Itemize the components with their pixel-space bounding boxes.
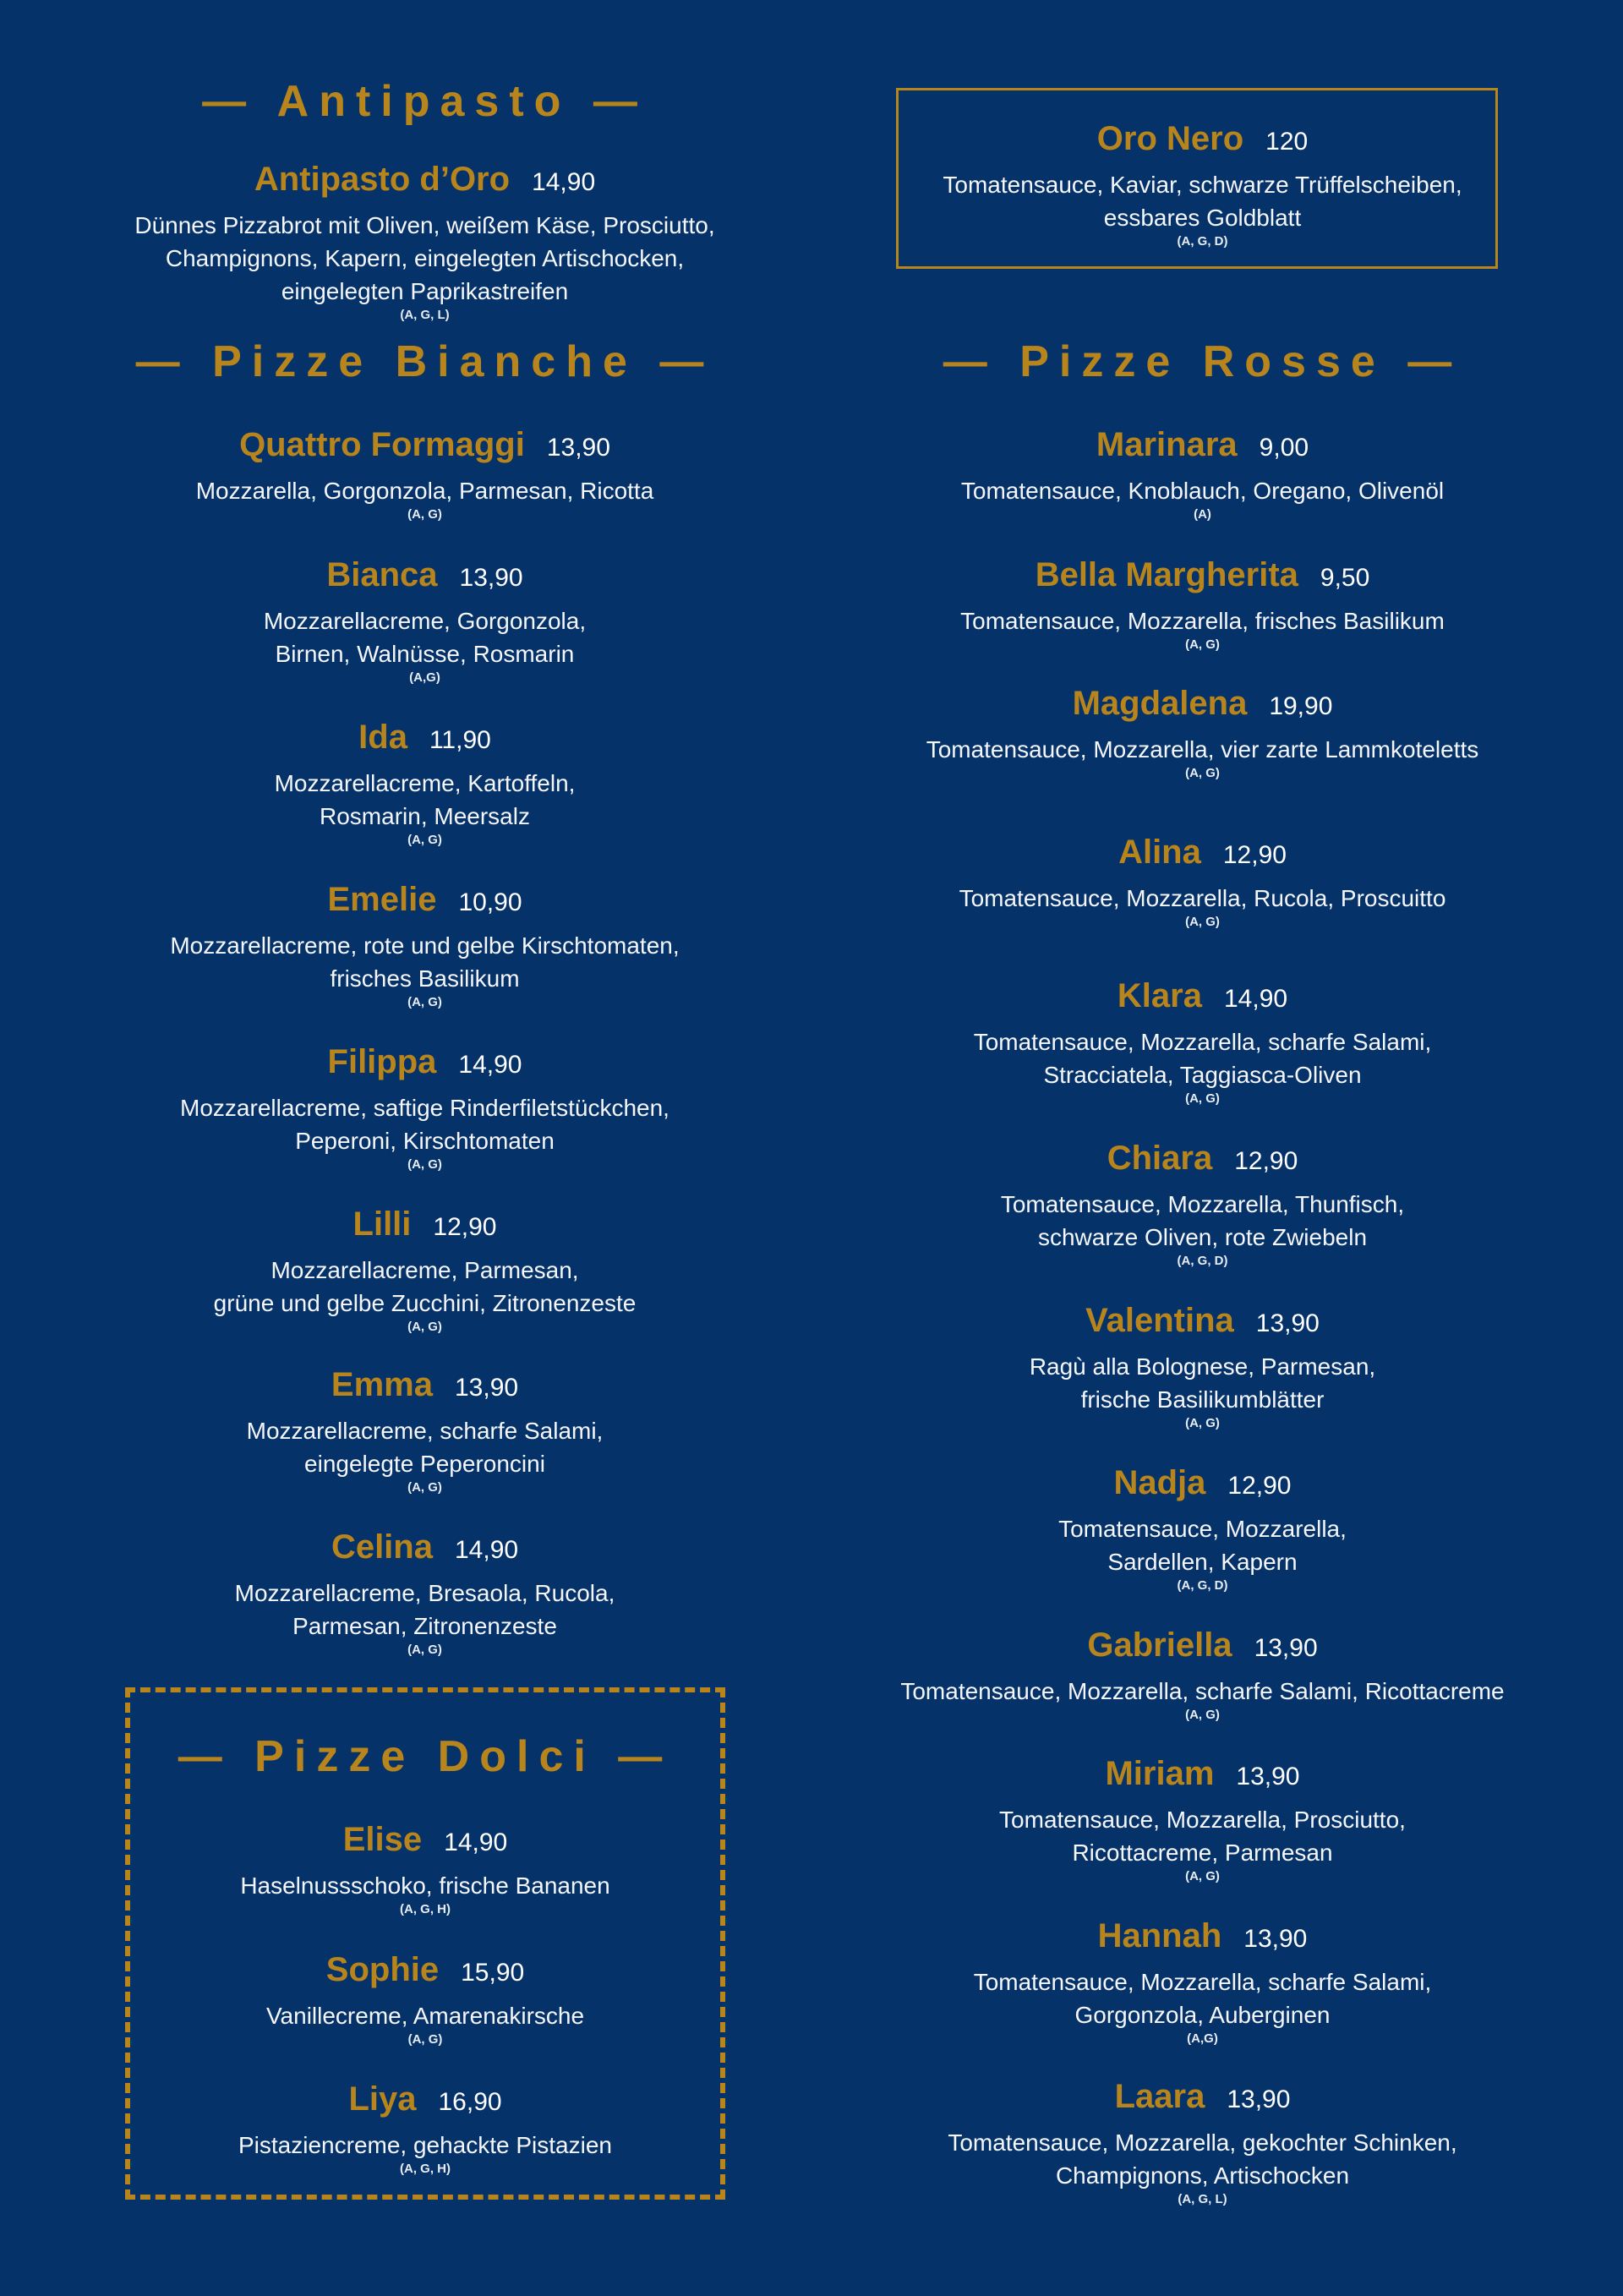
item-price: 14,90 [532, 168, 596, 196]
item-name: Filippa [327, 1043, 437, 1080]
menu-item-nadja [850, 1461, 1555, 1594]
item-allergens: (A, G) [1185, 1091, 1220, 1106]
item-description: Tomatensauce, Mozzarella, gekochter Schinken, Champignons, Artischocken [948, 2129, 1457, 2189]
item-description: Mozzarellacreme, Parmesan, grüne und gelbe Zucchini, Zitronenzeste [213, 1257, 637, 1316]
item-price: 13,90 [546, 434, 610, 462]
item-price: 11,90 [429, 726, 491, 754]
item-description: Mozzarellacreme, Gorgonzola, Birnen, Walnüsse, Rosmarin [263, 608, 587, 667]
item-name: Alina [1118, 834, 1201, 871]
menu-item-ida [0, 715, 850, 848]
item-name: Laara [1114, 2078, 1205, 2115]
item-allergens: (A,G) [1187, 2031, 1218, 2046]
item-allergens: (A) [1194, 507, 1211, 522]
item-description: Mozzarellacreme, rote und gelbe Kirschtomaten, frisches Basilikum [170, 932, 680, 992]
item-description: Vanillecreme, Amarenakirsche [265, 2003, 585, 2029]
item-price: 14,90 [454, 1536, 519, 1564]
item-allergens: (A, G) [1185, 637, 1220, 652]
item-allergens: (A, G) [1185, 766, 1220, 780]
item-description: Tomatensauce, Mozzarella, scharfe Salami, Ricottacreme [900, 1678, 1505, 1704]
item-description: Mozzarellacreme, saftige Rinderfiletstückchen, Peperoni, Kirschtomaten [180, 1095, 669, 1154]
menu-item-antipasto-doro [0, 157, 850, 323]
item-name: Klara [1117, 977, 1202, 1014]
menu-item-gabriella [850, 1623, 1555, 1723]
item-description: Mozzarellacreme, Bresaola, Rucola, Parmesan, Zitronenzeste [234, 1580, 615, 1639]
menu-item-hannah [850, 1914, 1555, 2047]
item-description: Ragù alla Bolognese, Parmesan, frische Basilikumblätter [1029, 1353, 1376, 1413]
item-name: Lilli [352, 1205, 412, 1243]
item-allergens: (A, G, D) [1177, 1254, 1228, 1268]
item-allergens: (A, G) [1185, 1708, 1220, 1722]
menu-item-emma [0, 1363, 850, 1495]
menu-item-sophie [125, 1948, 725, 2047]
item-allergens: (A, G) [407, 2032, 443, 2047]
item-description: Haselnussschoko, frische Bananen [240, 1872, 610, 1899]
item-price: 14,90 [444, 1829, 508, 1856]
item-description: Tomatensauce, Mozzarella, Prosciutto, Ricottacreme, Parmesan [999, 1807, 1406, 1866]
item-description: Tomatensauce, Mozzarella, scharfe Salami, Stracciatela, Taggiasca-Oliven [973, 1029, 1432, 1088]
item-allergens: (A, G) [1185, 915, 1220, 929]
item-price: 13,90 [1254, 1634, 1318, 1662]
item-price: 9,00 [1259, 434, 1309, 462]
section-title-antipasto: — Antipasto — [202, 77, 648, 126]
item-allergens: (A, G, L) [400, 308, 450, 322]
item-description: Dünnes Pizzabrot mit Oliven, weißem Käse, Prosciutto, Champignons, Kapern, eingelegten Artischocken, eingelegten Paprikastreifen [134, 212, 715, 304]
item-name: Ida [358, 719, 407, 756]
item-allergens: (A, G, D) [1177, 1578, 1228, 1593]
item-name: Liya [348, 2080, 417, 2118]
menu-item-valentina [850, 1298, 1555, 1431]
item-description: Mozzarella, Gorgonzola, Parmesan, Ricotta [195, 478, 654, 504]
item-price: 12,90 [433, 1213, 497, 1241]
item-price: 12,90 [1222, 841, 1287, 869]
item-description: Mozzarellacreme, scharfe Salami, eingelegte Peperoncini [246, 1418, 604, 1477]
item-description: Pistaziencreme, gehackte Pistazien [238, 2132, 612, 2158]
menu-item-miriam [850, 1752, 1555, 1884]
item-name: Marinara [1096, 426, 1238, 463]
item-allergens: (A, G, D) [1177, 234, 1228, 249]
menu-item-elise [125, 1818, 725, 1917]
menu-item-quattro-formaggi [0, 423, 850, 522]
item-name: Sophie [325, 1951, 440, 1988]
section-title-pizze-bianche: — Pizze Bianche — [135, 337, 714, 386]
item-allergens: (A, G) [407, 833, 442, 847]
menu-item-celina [0, 1525, 850, 1658]
menu-item-filippa [0, 1040, 850, 1173]
item-price: 9,50 [1320, 564, 1370, 592]
item-price: 13,90 [1255, 1309, 1320, 1337]
menu-item-bianca [0, 553, 850, 686]
item-price: 12,90 [1234, 1147, 1298, 1175]
item-price: 14,90 [458, 1051, 522, 1079]
item-name: Gabriella [1087, 1626, 1232, 1664]
item-description: Tomatensauce, Kaviar, schwarze Trüffelscheiben, essbares Goldblatt [943, 172, 1462, 231]
item-price: 14,90 [1223, 985, 1288, 1013]
item-description: Tomatensauce, Mozzarella, vier zarte Lammkoteletts [926, 736, 1479, 763]
menu-item-marinara [850, 423, 1555, 522]
menu-item-laara [850, 2075, 1555, 2207]
menu-item-chiara [850, 1136, 1555, 1269]
item-allergens: (A, G, H) [400, 1902, 451, 1916]
item-price: 13,90 [454, 1374, 519, 1402]
item-name: Chiara [1107, 1140, 1213, 1177]
item-price: 13,90 [1243, 1925, 1308, 1953]
item-description: Tomatensauce, Mozzarella, Sardellen, Kapern [1058, 1516, 1347, 1575]
menu-item-emelie [0, 877, 850, 1010]
item-name: Hannah [1097, 1917, 1222, 1954]
item-name: Quattro Formaggi [239, 426, 525, 463]
item-description: Mozzarellacreme, Kartoffeln, Rosmarin, Meersalz [274, 770, 576, 829]
item-allergens: (A, G, L) [1178, 2192, 1227, 2206]
item-allergens: (A, G) [1185, 1869, 1220, 1883]
item-price: 13,90 [1236, 1763, 1300, 1790]
menu-item-lilli [0, 1202, 850, 1335]
menu-item-magdalena [850, 681, 1555, 781]
item-name: Nadja [1113, 1464, 1206, 1501]
item-price: 19,90 [1269, 692, 1333, 720]
item-price: 120 [1265, 128, 1309, 156]
menu-item-oro-nero [850, 117, 1555, 249]
item-description: Tomatensauce, Mozzarella, Thunfisch, schwarze Oliven, rote Zwiebeln [1000, 1191, 1405, 1250]
menu-item-liya [125, 2077, 725, 2177]
item-allergens: (A, G) [407, 1320, 442, 1334]
item-name: Bianca [326, 556, 438, 593]
item-allergens: (A, G) [407, 995, 442, 1009]
item-allergens: (A,G) [409, 670, 440, 685]
item-price: 15,90 [461, 1959, 525, 1987]
item-name: Elise [342, 1821, 423, 1858]
item-allergens: (A, G, H) [400, 2162, 451, 2176]
menu-item-bella-margherita [850, 553, 1555, 653]
item-name: Emma [331, 1366, 433, 1403]
item-name: Miriam [1105, 1755, 1215, 1792]
item-allergens: (A, G) [407, 1157, 442, 1172]
item-allergens: (A, G) [407, 507, 442, 522]
item-name: Valentina [1085, 1302, 1234, 1339]
item-description: Tomatensauce, Mozzarella, frisches Basilikum [960, 608, 1445, 634]
item-name: Magdalena [1072, 685, 1248, 722]
item-price: 16,90 [438, 2088, 502, 2116]
item-price: 13,90 [1227, 2086, 1291, 2113]
section-title-pizze-dolci: — Pizze Dolci — [178, 1732, 673, 1781]
item-description: Tomatensauce, Mozzarella, scharfe Salami, Gorgonzola, Auberginen [973, 1969, 1432, 2028]
item-allergens: (A, G) [407, 1480, 442, 1495]
item-name: Emelie [327, 881, 437, 918]
item-name: Bella Margherita [1035, 556, 1298, 593]
item-name: Celina [331, 1528, 433, 1566]
item-description: Tomatensauce, Mozzarella, Rucola, Proscuitto [959, 885, 1446, 911]
item-allergens: (A, G) [1185, 1416, 1220, 1430]
menu-item-alina [850, 830, 1555, 930]
item-price: 12,90 [1227, 1472, 1292, 1500]
item-description: Tomatensauce, Knoblauch, Oregano, Olivenöl [960, 478, 1445, 504]
item-allergens: (A, G) [407, 1643, 442, 1657]
menu-item-klara [850, 974, 1555, 1107]
section-title-pizze-rosse: — Pizze Rosse — [943, 337, 1462, 386]
item-name: Oro Nero [1096, 120, 1244, 157]
item-name: Antipasto d’Oro [254, 161, 511, 198]
item-price: 10,90 [458, 888, 522, 916]
item-price: 13,90 [459, 564, 523, 592]
